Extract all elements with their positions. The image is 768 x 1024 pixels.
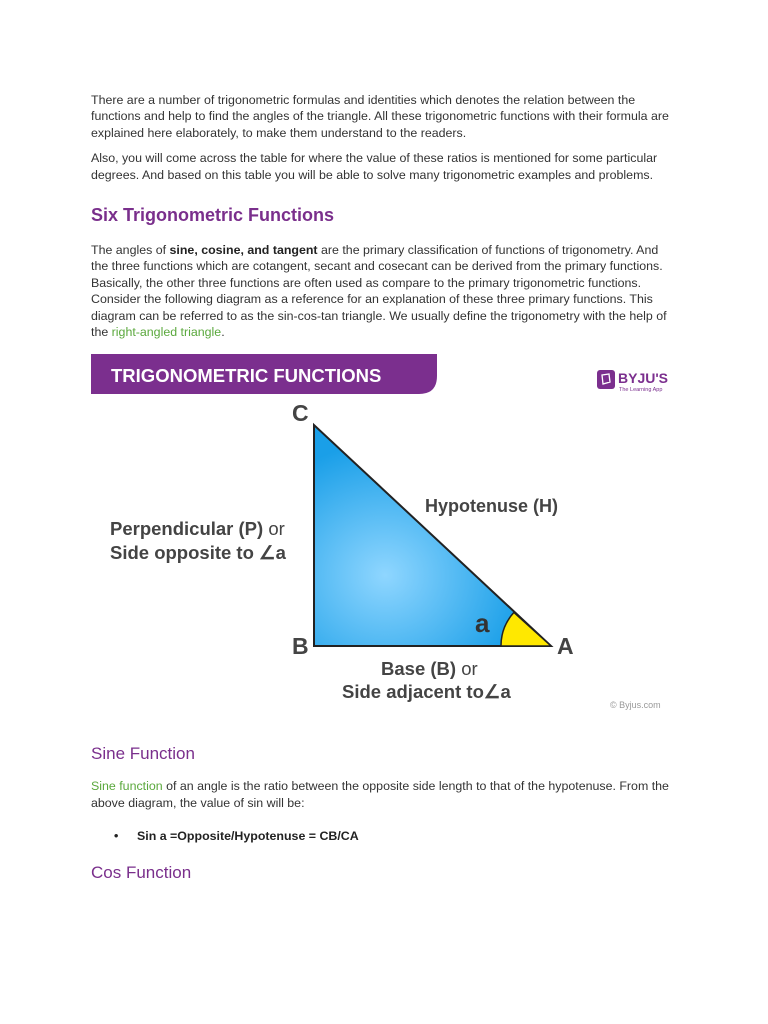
right-angled-triangle-link[interactable]: right-angled triangle	[111, 325, 222, 340]
bullet-marker: •	[114, 829, 119, 844]
base-bold: Base (B)	[381, 658, 457, 680]
byjus-logo-tagline: The Learning App	[619, 387, 663, 394]
base-label	[381, 658, 478, 679]
sine-formula-list	[91, 829, 675, 843]
byjus-logo	[597, 370, 668, 393]
text-run: of an angle is the ratio between the opposite side length to that of the hypotenuse. From the above diagram, the value of sin will be:	[91, 779, 669, 810]
cos-function-heading: Cos Function	[91, 863, 192, 883]
sine-formula: Sin a =Opposite/Hypotenuse = CB/CA	[137, 829, 359, 844]
intro-paragraph-2: Also, you will come across the table for where the value of these ratios is mentioned for some particular degrees. And based on this table you will be able to solve many trigonometric examples and problems.	[91, 151, 658, 182]
byjus-logo-icon	[597, 370, 615, 389]
banner-title: TRIGONOMETRIC FUNCTIONS	[111, 365, 382, 387]
section-heading-six-functions: Six Trigonometric Functions	[91, 205, 335, 226]
list-item	[91, 829, 675, 843]
side-adjacent-label: Side adjacent to∠a	[342, 681, 511, 703]
sine-function-heading: Sine Function	[91, 744, 195, 764]
document-page	[91, 92, 675, 897]
vertex-label-c: C	[292, 400, 309, 427]
diagram-svg	[91, 354, 675, 724]
text-run: .	[221, 325, 225, 340]
byjus-logo-text: BYJU'S	[618, 370, 669, 387]
side-opposite-label: Side opposite to ∠a	[110, 542, 286, 564]
trigonometric-functions-diagram	[91, 354, 675, 724]
perpendicular-bold: Perpendicular (P)	[110, 518, 264, 540]
perpendicular-label	[110, 518, 285, 539]
intro-paragraph-1: There are a number of trigonometric formulas and identities which denotes the relation between the functions and help to find the angles of the triangle. All these trigonometric functions with their formula are explained here elaborately, to make them understand to the readers.	[91, 93, 669, 140]
angle-label-a: a	[475, 608, 490, 639]
hypotenuse-label: Hypotenuse (H)	[425, 496, 559, 517]
text-run: are the primary classification of functions of trigonometry. And the three functions which are cotangent, secant and cosecant can be derived from the primary functions. Basically, the other three functions are often used as compare to the primary trigonometric functions. Consider the following diagram as a reference for an explanation of these three primary functions. This diagram can be referred to as the sin-cos-tan triangle. We usually define the trigonometry with the help of the	[91, 243, 667, 340]
sine-function-link[interactable]: Sine function	[91, 779, 163, 794]
perpendicular-or: or	[263, 518, 285, 540]
base-or: or	[456, 658, 478, 680]
copyright-text: © Byjus.com	[610, 700, 661, 711]
vertex-label-a: A	[557, 633, 574, 660]
bold-text: sine, cosine, and tangent	[169, 243, 318, 258]
vertex-label-b: B	[292, 633, 309, 660]
text-run: The angles of	[91, 243, 170, 258]
sine-function-paragraph	[91, 778, 675, 811]
six-functions-paragraph	[91, 242, 675, 340]
